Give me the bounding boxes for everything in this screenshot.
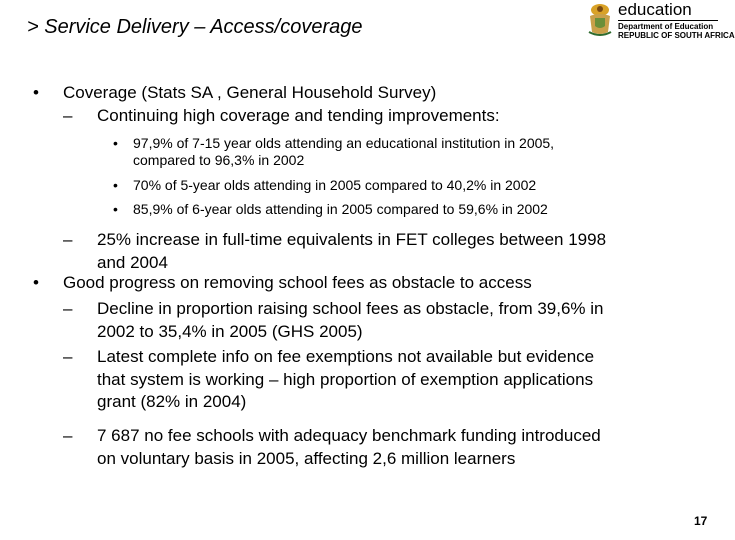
bullet-marker: – (63, 230, 73, 249)
bullet-line: and 2004 (97, 252, 168, 272)
bullet-line: 97,9% of 7-15 year olds attending an educational institution in 2005, (133, 135, 555, 151)
logo-divider (618, 20, 718, 21)
bullet-line: 85,9% of 6-year olds attending in 2005 compared to 59,6% in 2002 (133, 201, 548, 217)
bullet-text (133, 135, 554, 169)
bullet-line: compared to 96,3% in 2002 (133, 152, 305, 168)
bullet-text (97, 425, 601, 470)
bullet-line: 2002 to 35,4% in 2005 (GHS 2005) (97, 321, 363, 341)
page-number: 17 (694, 514, 708, 528)
logo-subtitle (618, 22, 735, 40)
bullet-marker: • (113, 201, 118, 217)
bullet-line: Decline in proportion raising school fees as obstacle, from 39,6% in (97, 299, 604, 318)
logo-line-1: Department of Education (618, 22, 714, 31)
bullet-marker: • (33, 83, 39, 102)
bullet-marker: • (113, 135, 118, 151)
bullet-text (133, 201, 548, 218)
bullet-line: 70% of 5-year olds attending in 2005 compared to 40,2% in 2002 (133, 177, 537, 193)
bullet-line: 7 687 no fee schools with adequacy benchmark funding introduced (97, 426, 601, 445)
bullet-text (97, 105, 500, 128)
bullet-line: Coverage (Stats SA , General Household Survey) (63, 83, 437, 102)
bullet-marker: – (63, 299, 73, 318)
bullet-marker: – (63, 426, 73, 445)
bullet-line: Latest complete info on fee exemptions not available but evidence (97, 347, 595, 366)
bullet-line: grant (82% in 2004) (97, 392, 247, 411)
coat-of-arms-icon (586, 2, 614, 36)
department-logo (586, 0, 735, 44)
bullet-text (133, 177, 536, 194)
bullet-text (97, 346, 594, 414)
bullet-line: Good progress on removing school fees as obstacle to access (63, 273, 532, 292)
bullet-marker: • (33, 273, 39, 292)
bullet-text (97, 229, 606, 274)
bullet-text (97, 298, 604, 343)
bullet-line: Continuing high coverage and tending improvements: (97, 106, 500, 125)
slide-title: > Service Delivery – Access/coverage (27, 16, 363, 38)
bullet-text (63, 272, 532, 294)
bullet-marker: – (63, 106, 73, 125)
bullet-text (63, 82, 436, 104)
bullet-marker: • (113, 177, 118, 193)
bullet-line: that system is working – high proportion of exemption applications (97, 369, 594, 389)
logo-wordmark: education (618, 0, 692, 19)
logo-line-2: REPUBLIC OF SOUTH AFRICA (618, 31, 735, 40)
bullet-marker: – (63, 347, 73, 366)
bullet-line: 25% increase in full-time equivalents in FET colleges between 1998 (97, 230, 607, 249)
bullet-line: on voluntary basis in 2005, affecting 2,6 million learners (97, 448, 516, 468)
